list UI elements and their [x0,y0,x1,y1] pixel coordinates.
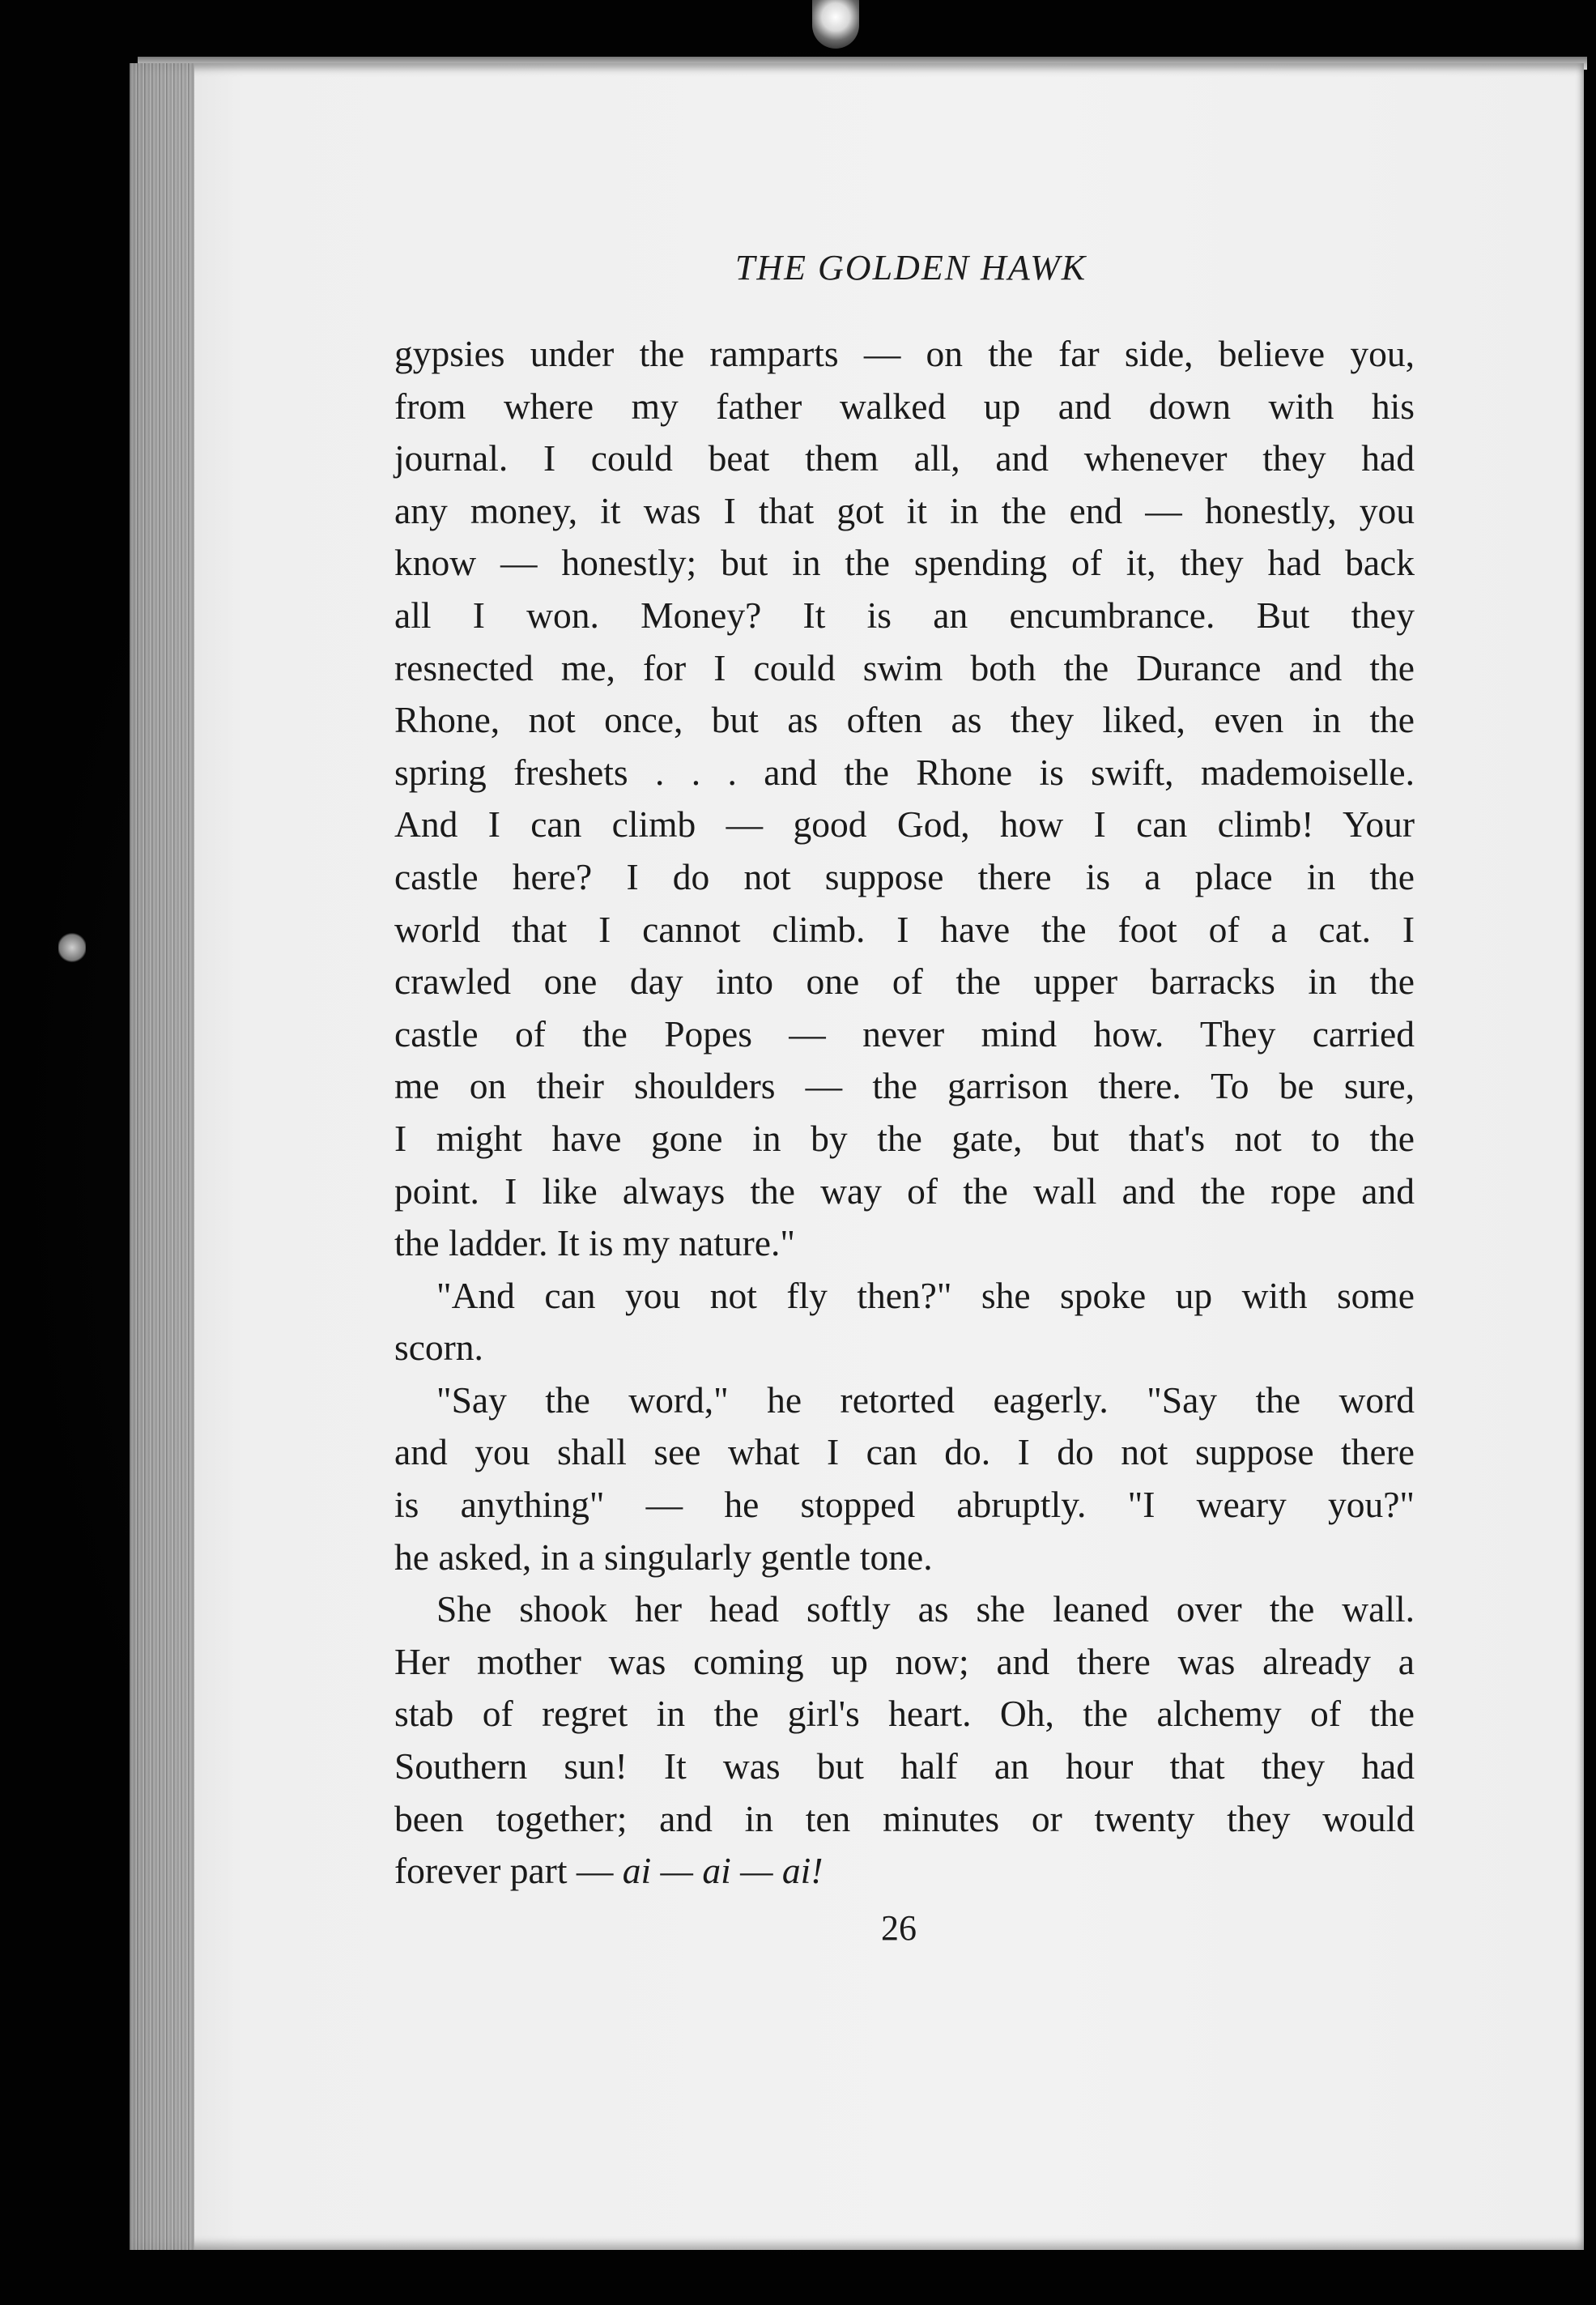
text-line: castle here? I do not suppose there is a place in the [394,855,1415,897]
scan-artifact-mark [58,931,86,964]
page-number: 26 [881,1908,917,1948]
body-text [394,328,1415,1898]
text-line: Her mother was coming up now; and there was already a [394,1640,1415,1682]
text-line: resnected me, for I could swim both the Durance and the [394,646,1415,688]
text-line: any money, it was I that got it in the end — honestly, you [394,489,1415,531]
text-line: from where my father walked up and down with his [394,385,1415,427]
text-line-final [394,1845,1415,1898]
text-line: me on their shoulders — the garrison there. To be sure, [394,1065,1415,1107]
text-line: he asked, in a singularly gentle tone. [394,1536,933,1578]
text-line: Rhone, not once, but as often as they liked, even in the [394,699,1415,741]
text-line: And I can climb — good God, how I can climb! Your [394,803,1415,846]
text-line: journal. I could beat them all, and whenever they had [394,437,1415,479]
text-line: I might have gone in by the gate, but that's not to the [394,1117,1415,1159]
text-line: castle of the Popes — never mind how. They carried [394,1012,1415,1055]
text-line: is anything" — he stopped abruptly. "I weary you?" [394,1484,1415,1526]
text-line: She shook her head softly as she leaned over the wall. [436,1588,1415,1630]
text-line: the ladder. It is my nature." [394,1222,795,1264]
text-line: know — honestly; but in the spending of it, they had back [394,542,1415,584]
text-line: point. I like always the way of the wall and the rope and [394,1170,1415,1212]
text-line: and you shall see what I can do. I do not suppose there [394,1431,1415,1473]
text-line: gypsies under the ramparts — on the far side, believe you, [394,333,1415,374]
text-line: stab of regret in the girl's heart. Oh, the alchemy of the [394,1693,1415,1735]
final-line-text: forever part — [394,1850,623,1892]
final-italic-text: ai — ai — ai! [622,1850,824,1892]
text-line: "Say the word," he retorted eagerly. "Say the word [436,1378,1415,1421]
text-line: crawled one day into one of the upper barracks in the [394,961,1415,1003]
text-line: world that I cannot climb. I have the foot of a cat. I [394,908,1415,950]
text-line: scorn. [394,1327,483,1369]
page-gutter [130,63,194,2250]
punch-hole-mark [812,0,859,49]
text-line: all I won. Money? It is an encumbrance. But they [394,594,1415,636]
text-line: spring freshets . . . and the Rhone is swift, mademoiselle. [394,751,1415,793]
running-head: THE GOLDEN HAWK [734,248,1087,288]
text-line: "And can you not fly then?" she spoke up with some [436,1274,1415,1316]
text-line: been together; and in ten minutes or twenty they would [394,1797,1415,1839]
text-line: Southern sun! It was but half an hour that they had [394,1745,1415,1787]
